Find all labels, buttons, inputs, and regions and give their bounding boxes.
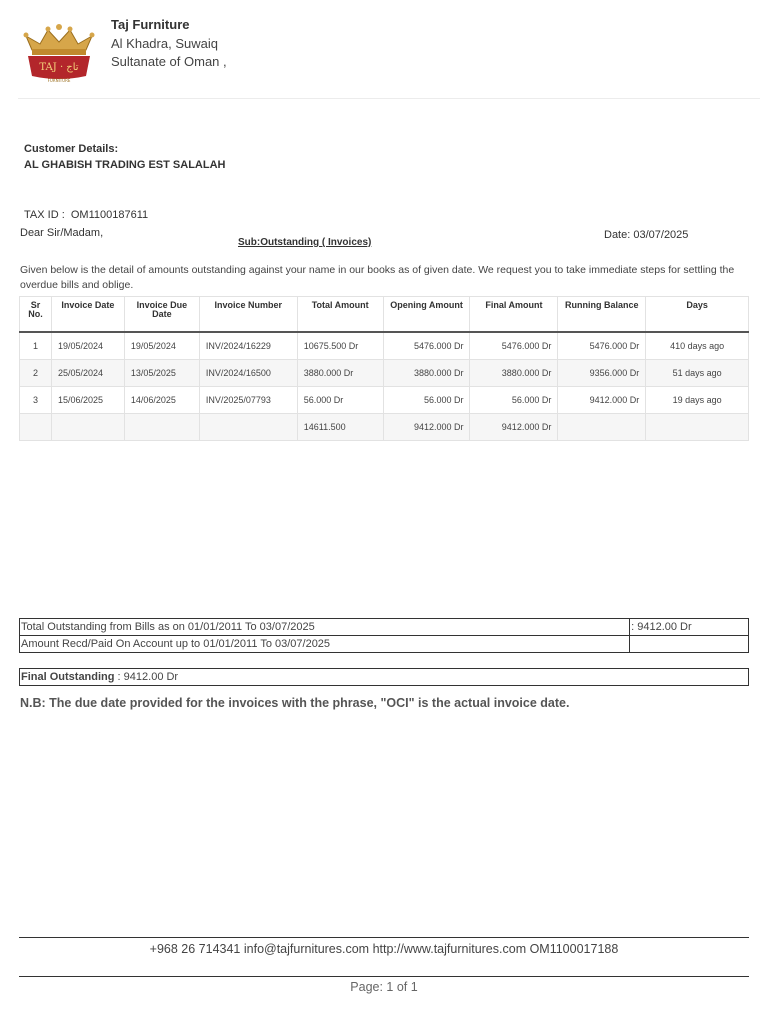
summary-row-paid <box>20 636 749 653</box>
final-amount-sum: 9412.000 Dr <box>470 414 558 441</box>
table-row <box>20 360 749 387</box>
paid-label: Amount Recd/Paid On Account up to 01/01/2011 To 03/07/2025 <box>20 636 630 653</box>
final-outstanding <box>20 669 749 686</box>
outstanding-value: : 9412.00 Dr <box>630 619 749 636</box>
col-header-total-amount: Total Amount <box>297 297 383 333</box>
crown-logo-icon <box>18 22 100 84</box>
customer-details-label: Customer Details: <box>24 143 119 155</box>
svg-text:FURNITURE: FURNITURE <box>47 78 71 83</box>
summary-row-outstanding <box>20 619 749 636</box>
tax-id-label: TAX ID : <box>24 209 65 221</box>
cell-due-date: 13/05/2025 <box>124 360 199 387</box>
cell-opening-amount: 3880.000 Dr <box>383 360 470 387</box>
cell-sr: 3 <box>20 387 52 414</box>
cell-running-balance: 5476.000 Dr <box>558 332 646 360</box>
opening-amount-sum: 9412.000 Dr <box>383 414 470 441</box>
svg-text:TAJ · تاج: TAJ · تاج <box>39 62 79 73</box>
summary-box <box>19 618 749 653</box>
cell-final-amount: 3880.000 Dr <box>470 360 558 387</box>
footer-divider-bottom <box>19 976 749 977</box>
col-header-due-date: Invoice Due Date <box>124 297 199 333</box>
tax-id-value: OM1100187611 <box>70 209 149 221</box>
cell-due-date: 14/06/2025 <box>124 387 199 414</box>
table-row <box>20 387 749 414</box>
cell-final-amount: 5476.000 Dr <box>470 332 558 360</box>
total-amount-sum: 14611.500 <box>297 414 383 441</box>
final-outstanding-box <box>19 668 749 686</box>
company-logo <box>18 22 100 84</box>
cell-due-date: 19/05/2024 <box>124 332 199 360</box>
letter-date <box>604 229 688 241</box>
cell-empty <box>199 414 297 441</box>
col-header-opening-amount: Opening Amount <box>383 297 470 333</box>
page-number: Page: 1 of 1 <box>350 980 418 994</box>
letter-body: Given below is the detail of amounts outstanding against your name in our books as of given date. We request you to take immediate steps for settling the overdue bills and oblige. <box>20 264 735 291</box>
cell-empty <box>124 414 199 441</box>
invoice-table-header <box>20 297 749 333</box>
salutation: Dear Sir/Madam, <box>20 227 104 239</box>
col-header-sr: Sr No. <box>20 297 52 333</box>
due-date-note: N.B: The due date provided for the invoices with the phrase, "OCI" is the actual invoice date. <box>20 696 570 710</box>
cell-invoice-date: 19/05/2024 <box>51 332 124 360</box>
footer-divider-top <box>19 937 749 938</box>
col-header-invoice-date: Invoice Date <box>51 297 124 333</box>
cell-total-amount: 3880.000 Dr <box>297 360 383 387</box>
cell-sr: 2 <box>20 360 52 387</box>
letter-subject: Sub:Outstanding ( Invoices) <box>238 237 372 248</box>
table-row <box>20 332 749 360</box>
col-header-running-balance: Running Balance <box>558 297 646 333</box>
cell-running-balance: 9412.000 Dr <box>558 387 646 414</box>
cell-total-amount: 10675.500 Dr <box>297 332 383 360</box>
cell-running-balance: 9356.000 Dr <box>558 360 646 387</box>
outstanding-label: Total Outstanding from Bills as on 01/01/2011 To 03/07/2025 <box>20 619 630 636</box>
cell-days: 410 days ago <box>646 332 749 360</box>
col-header-invoice-number: Invoice Number <box>199 297 297 333</box>
cell-invoice-number: INV/2024/16500 <box>199 360 297 387</box>
col-header-days: Days <box>646 297 749 333</box>
date-value: 03/07/2025 <box>633 229 689 241</box>
cell-days: 19 days ago <box>646 387 749 414</box>
cell-final-amount: 56.000 Dr <box>470 387 558 414</box>
cell-invoice-number: INV/2024/16229 <box>199 332 297 360</box>
cell-empty <box>20 414 52 441</box>
cell-invoice-date: 15/06/2025 <box>51 387 124 414</box>
cell-empty <box>51 414 124 441</box>
customer-name: AL GHABISH TRADING EST SALALAH <box>24 159 226 171</box>
cell-opening-amount: 5476.000 Dr <box>383 332 470 360</box>
cell-total-amount: 56.000 Dr <box>297 387 383 414</box>
cell-empty <box>558 414 646 441</box>
company-address-line1: Al Khadra, Suwaiq <box>111 36 218 51</box>
company-address-line2: Sultanate of Oman , <box>111 54 227 69</box>
footer-contact: +968 26 714341 info@tajfurnitures.com http://www.tajfurnitures.com OM1100017188 <box>149 942 619 956</box>
cell-empty <box>646 414 749 441</box>
cell-invoice-date: 25/05/2024 <box>51 360 124 387</box>
col-header-final-amount: Final Amount <box>470 297 558 333</box>
final-outstanding-value: : 9412.00 Dr <box>114 671 179 683</box>
company-name: Taj Furniture <box>111 17 190 32</box>
cell-opening-amount: 56.000 Dr <box>383 387 470 414</box>
date-label: Date: <box>604 229 631 241</box>
header-divider <box>18 98 760 99</box>
totals-row <box>20 414 749 441</box>
final-outstanding-label: Final Outstanding <box>21 671 115 683</box>
cell-sr: 1 <box>20 332 52 360</box>
paid-value <box>630 636 749 653</box>
cell-invoice-number: INV/2025/07793 <box>199 387 297 414</box>
tax-id <box>24 209 148 221</box>
invoice-table <box>19 296 749 441</box>
cell-days: 51 days ago <box>646 360 749 387</box>
